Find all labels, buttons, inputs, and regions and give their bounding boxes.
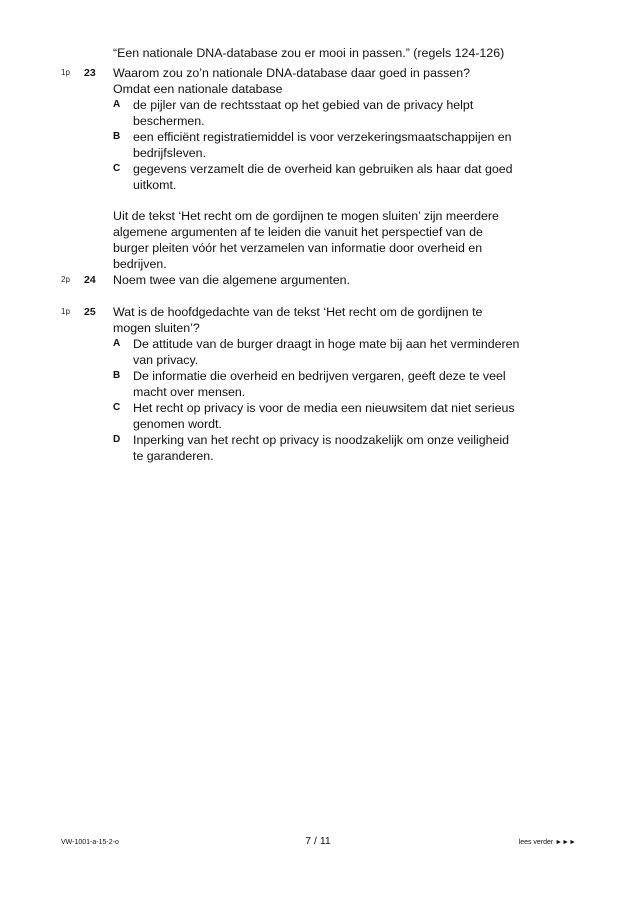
context-line: bedrijven.: [113, 257, 167, 271]
q25-option-a-letter: A: [113, 338, 121, 349]
q23-option-c-text: uitkomt.: [133, 178, 177, 192]
context-line: burger pleiten vóór het verzamelen van informatie door overheid en: [113, 241, 483, 255]
q25-option-d-text: te garanderen.: [133, 449, 214, 463]
q25-option-d-letter: D: [113, 434, 121, 445]
q25-option-c-letter: C: [113, 402, 121, 413]
q25-option-a-text: De attitude van de burger draagt in hoge mate bij aan het verminderen: [133, 337, 520, 351]
q23-option-c-letter: C: [113, 163, 121, 174]
q25-stem-line: mogen sluiten’?: [113, 321, 200, 335]
q23-points: 1p: [61, 68, 70, 77]
q24-stem: Noem twee van die algemene argumenten.: [113, 273, 350, 287]
q25-option-b-text: De informatie die overheid en bedrijven vergaren, geeft deze te veel: [133, 369, 506, 383]
q23-option-a-text: beschermen.: [133, 114, 205, 128]
q23-option-b-letter: B: [113, 131, 121, 142]
context-line: algemene argumenten af te leiden die vanuit het perspectief van de: [113, 225, 483, 239]
q25-option-a-text: van privacy.: [133, 353, 199, 367]
q23-stem-line: Omdat een nationale database: [113, 82, 283, 96]
q25-number: 25: [84, 306, 96, 318]
q24-points: 2p: [61, 275, 70, 284]
q23-option-c-text: gegevens verzamelt die de overheid kan gebruiken als haar dat goed: [133, 162, 513, 176]
context-line: Uit de tekst ‘Het recht om de gordijnen te mogen sluiten’ zijn meerdere: [113, 209, 499, 223]
q24-number: 24: [84, 274, 96, 286]
q25-option-b-letter: B: [113, 370, 121, 381]
q23-option-b-text: bedrijfsleven.: [133, 146, 207, 160]
q23-option-a-text: de pijler van de rechtsstaat op het gebied van de privacy helpt: [133, 98, 474, 112]
q25-stem-line: Wat is de hoofdgedachte van de tekst ‘Het recht om de gordijnen te: [113, 305, 483, 319]
q25-option-b-text: macht over mensen.: [133, 385, 246, 399]
q25-option-d-text: Inperking van het recht op privacy is noodzakelijk om onze veiligheid: [133, 433, 510, 447]
q25-points: 1p: [61, 307, 70, 316]
continue-note: lees verder ►►►: [518, 839, 576, 846]
q25-option-c-text: genomen wordt.: [133, 417, 222, 431]
q23-option-b-text: een efficiënt registratiemiddel is voor verzekeringsmaatschappijen en: [133, 130, 512, 144]
quote-line: “Een nationale DNA-database zou er mooi in passen.” (regels 124-126): [113, 46, 505, 60]
q23-number: 23: [84, 67, 96, 79]
q25-option-c-text: Het recht op privacy is voor de media een nieuwsitem dat niet serieus: [133, 401, 515, 415]
exam-code: VW-1001-a-15-2-o: [61, 839, 119, 846]
q23-stem-line: Waarom zou zo’n nationale DNA-database daar goed in passen?: [113, 66, 471, 80]
page-number: 7 / 11: [305, 835, 331, 847]
q23-option-a-letter: A: [113, 99, 121, 110]
